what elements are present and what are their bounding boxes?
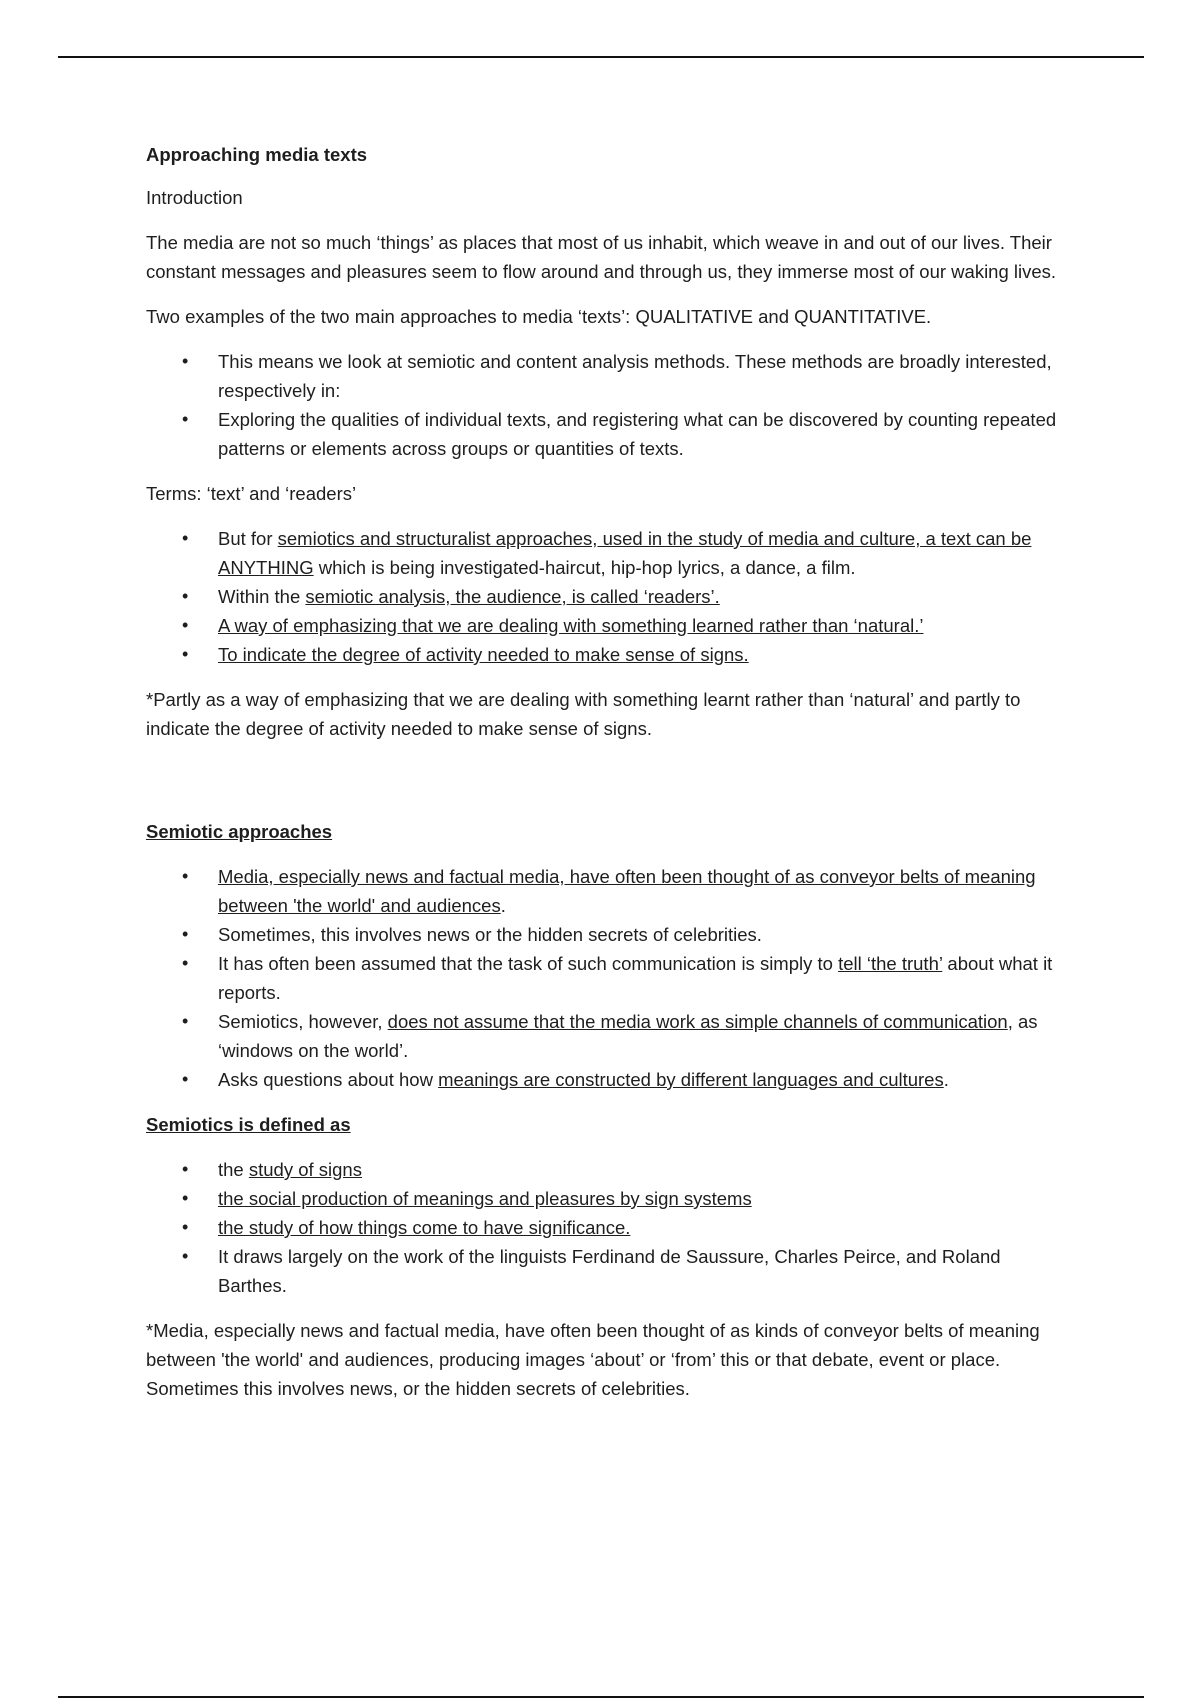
document-body <box>146 140 1066 1419</box>
list-item: • It draws largely on the work of the linguists Ferdinand de Saussure, Charles Peirce, and Roland Barthes. <box>146 1242 1066 1300</box>
list-item: • Sometimes, this involves news or the hidden secrets of celebrities. <box>146 920 1066 949</box>
list-item <box>146 1184 1066 1213</box>
semiotic-list <box>146 862 1066 1094</box>
terms-label: Terms: ‘text’ and ‘readers’ <box>146 483 357 504</box>
list-item: • the study of signs <box>146 1155 1066 1184</box>
list-item: • But for semiotics and structuralist approaches, used in the study of media and culture, a text can be ANYTHING which is being investigated-haircut, hip-hop lyrics, a dance, a film. <box>146 524 1066 582</box>
list-item <box>146 1213 1066 1242</box>
list-item <box>146 640 1066 669</box>
underlined-text: semiotic analysis, the audience, is called ‘readers’. <box>305 586 720 607</box>
underlined-text: semiotics and structuralist approaches, used in the study of media and culture, a text can be ANYTHING <box>218 528 1032 578</box>
approaches-list <box>146 347 1066 463</box>
top-rule <box>58 56 1144 58</box>
list-item: • Exploring the qualities of individual texts, and registering what can be discovered by counting repeated patterns or elements across groups or quantities of texts. <box>146 405 1066 463</box>
spacer <box>146 759 1066 817</box>
underlined-text: study of signs <box>248 1159 362 1180</box>
list-item: • Within the semiotic analysis, the audience, is called ‘readers’. <box>146 582 1066 611</box>
intro-paragraph: The media are not so much ‘things’ as places that most of us inhabit, which weave in and out of our lives. Their constant messages and pleasures seem to flow around and through us, they immerse most of our waking lives. <box>146 232 1057 282</box>
document-title: Approaching media texts <box>146 144 368 165</box>
list-item: • This means we look at semiotic and content analysis methods. These methods are broadly interested, respectively in: <box>146 347 1066 405</box>
approaches-paragraph: Two examples of the two main approaches to media ‘texts’: QUALITATIVE and QUANTITATIVE. <box>146 306 932 327</box>
list-item: • It has often been assumed that the task of such communication is simply to tell ‘the truth’ about what it reports. <box>146 949 1066 1007</box>
underlined-text: tell ‘the truth’ <box>838 953 943 974</box>
list-item: • Media, especially news and factual media, have often been thought of as conveyor belts of meaning between 'the world' and audiences. <box>146 862 1066 920</box>
final-note: *Media, especially news and factual media, have often been thought of as kinds of conveyor belts of meaning between 'the world' and audiences, producing images ‘about’ or ‘from’ this or that debate, event or place. Sometimes this involves news, or the hidden secrets of celebrities. <box>146 1320 1040 1399</box>
defined-list <box>146 1155 1066 1300</box>
defined-heading: Semiotics is defined as <box>146 1114 351 1135</box>
terms-list <box>146 524 1066 669</box>
list-item <box>146 611 1066 640</box>
underlined-text: the study of how things come to have significance. <box>218 1217 631 1238</box>
underlined-text: Media, especially news and factual media, have often been thought of as conveyor belts of meaning between 'the world' and audiences <box>218 866 1036 916</box>
underlined-text: meanings are constructed by different languages and cultures <box>438 1069 944 1090</box>
underlined-text: does not assume that the media work as simple channels of communication <box>387 1011 1008 1032</box>
semiotic-heading: Semiotic approaches <box>146 821 333 842</box>
underlined-text: A way of emphasizing that we are dealing with something learned rather than ‘natural.’ <box>218 615 924 636</box>
intro-label: Introduction <box>146 187 243 208</box>
underlined-text: the social production of meanings and pleasures by sign systems <box>218 1188 752 1209</box>
terms-note: *Partly as a way of emphasizing that we are dealing with something learnt rather than ‘natural’ and partly to indicate the degree of activity needed to make sense of signs. <box>146 689 1021 739</box>
list-item: • Asks questions about how meanings are constructed by different languages and cultures. <box>146 1065 1066 1094</box>
bottom-rule <box>58 1696 1144 1698</box>
list-item: • Semiotics, however, does not assume that the media work as simple channels of communication, as ‘windows on the world’. <box>146 1007 1066 1065</box>
underlined-text: To indicate the degree of activity needed to make sense of signs. <box>218 644 749 665</box>
